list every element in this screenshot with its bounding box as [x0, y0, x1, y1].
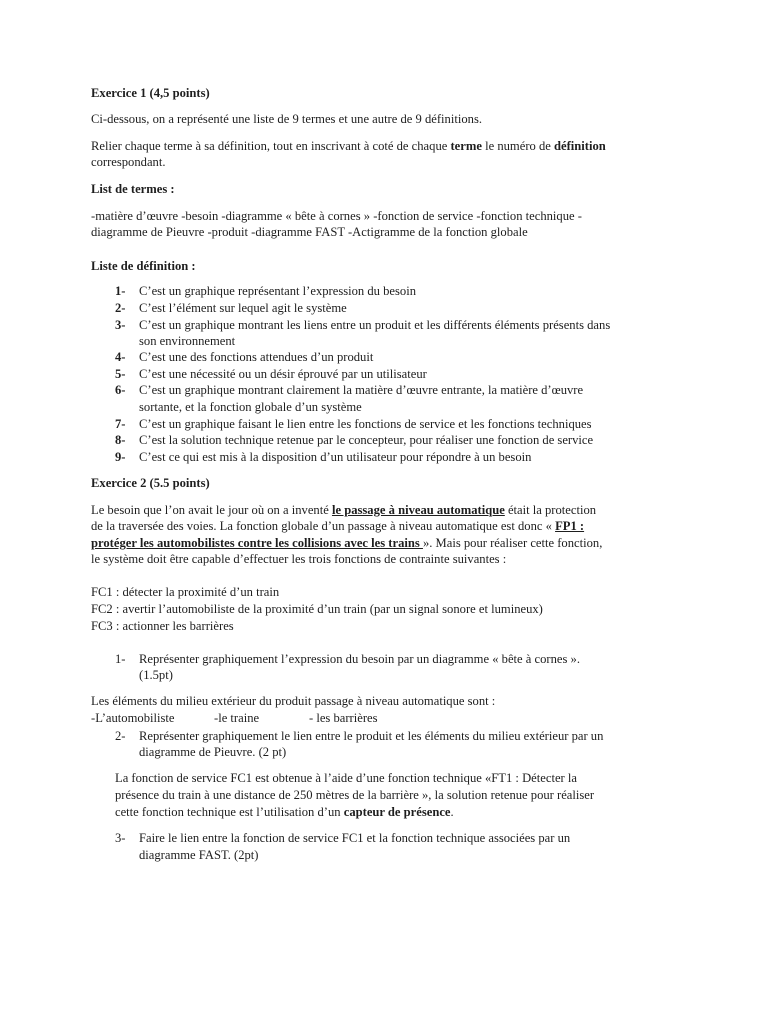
definition-text: C’est la solution technique retenue par le concepteur, pour réaliser une fonction de service: [139, 433, 594, 447]
definition-text-continued: son environnement: [139, 334, 236, 348]
exercise-2-paragraph-line-3: protéger les automobilistes contre les collisions avec les trains ». Mais pour réaliser cette fonction,: [91, 536, 603, 550]
definition-number: 4-: [115, 350, 126, 364]
definition-text: C’est un graphique représentant l’expression du besoin: [139, 284, 416, 298]
terms-line-1: -matière d’œuvre -besoin -diagramme « bête à cornes » -fonction de service -fonction technique -: [91, 209, 582, 223]
definition-text: C’est l’élément sur lequel agit le système: [139, 301, 347, 315]
definition-text: C’est un graphique montrant les liens entre un produit et les différents éléments présents dans: [139, 318, 611, 332]
terms-heading: List de termes :: [91, 182, 175, 196]
question-2-number: 2-: [115, 729, 126, 743]
definition-number: 8-: [115, 433, 126, 447]
definition-number: 6-: [115, 383, 126, 397]
definition-text: C’est une des fonctions attendues d’un produit: [139, 350, 374, 364]
milieu-element-3: - les barrières: [309, 711, 378, 725]
definition-number: 7-: [115, 417, 126, 431]
question-3-text: Faire le lien entre la fonction de service FC1 et la fonction technique associées par un: [139, 831, 571, 845]
constraint-function-fc2: FC2 : avertir l’automobiliste de la proximité d’un train (par un signal sonore et lumineux): [91, 602, 543, 616]
exercise-1-title: Exercice 1 (4,5 points): [91, 86, 210, 100]
constraint-function-fc3: FC3 : actionner les barrières: [91, 619, 234, 633]
definition-text-continued: sortante, et la fonction globale d’un système: [139, 400, 362, 414]
definition-text: C’est un graphique montrant clairement la matière d’œuvre entrante, la matière d’œuvre: [139, 383, 584, 397]
definition-number: 2-: [115, 301, 126, 315]
definition-number: 3-: [115, 318, 126, 332]
milieu-intro: Les éléments du milieu extérieur du produit passage à niveau automatique sont :: [91, 694, 496, 708]
question-1-number: 1-: [115, 652, 126, 666]
exercise-1-instruction: Relier chaque terme à sa définition, tout en inscrivant à coté de chaque terme le numéro de définition: [91, 139, 606, 153]
definitions-heading: Liste de définition :: [91, 259, 196, 273]
technical-function-line-3: cette fonction technique est l’utilisation d’un capteur de présence.: [115, 805, 454, 819]
technical-function-line-2: présence du train à une distance de 250 mètres de la barrière », la solution retenue pour réaliser: [115, 788, 595, 802]
milieu-element-2: -le traine: [214, 711, 260, 725]
question-2-text-continued: diagramme de Pieuvre. (2 pt): [139, 745, 287, 759]
question-3-text-continued: diagramme FAST. (2pt): [139, 848, 259, 862]
terms-line-2: diagramme de Pieuvre -produit -diagramme FAST -Actigramme de la fonction globale: [91, 225, 528, 239]
definition-text: C’est une nécessité ou un désir éprouvé par un utilisateur: [139, 367, 427, 381]
exercise-2-title: Exercice 2 (5.5 points): [91, 476, 210, 490]
definition-number: 1-: [115, 284, 126, 298]
milieu-element-1: -L’automobiliste: [91, 711, 175, 725]
question-3-number: 3-: [115, 831, 126, 845]
question-2-text: Représenter graphiquement le lien entre le produit et les éléments du milieu extérieur par un: [139, 729, 604, 743]
definition-number: 9-: [115, 450, 126, 464]
constraint-function-fc1: FC1 : détecter la proximité d’un train: [91, 585, 280, 599]
question-1-points: (1.5pt): [139, 668, 173, 682]
exercise-1-intro: Ci-dessous, on a représenté une liste de 9 termes et une autre de 9 définitions.: [91, 112, 482, 126]
exercise-1-instruction-end: correspondant.: [91, 155, 166, 169]
technical-function-line-1: La fonction de service FC1 est obtenue à l’aide d’une fonction technique «FT1 : Détecter la: [115, 771, 577, 785]
exercise-2-paragraph-line-4: le système doit être capable d’effectuer les trois fonctions de contrainte suivantes :: [91, 552, 507, 566]
exercise-2-paragraph-line-2: de la traversée des voies. La fonction globale d’un passage à niveau automatique est donc « FP1 :: [91, 519, 585, 533]
definition-text: C’est un graphique faisant le lien entre les fonctions de service et les fonctions techniques: [139, 417, 592, 431]
definition-number: 5-: [115, 367, 126, 381]
question-1-text: Représenter graphiquement l’expression du besoin par un diagramme « bête à cornes ».: [139, 652, 580, 666]
exercise-2-paragraph-line-1: Le besoin que l’on avait le jour où on a inventé le passage à niveau automatique était la protection: [91, 503, 597, 517]
definition-text: C’est ce qui est mis à la disposition d’un utilisateur pour répondre à un besoin: [139, 450, 532, 464]
